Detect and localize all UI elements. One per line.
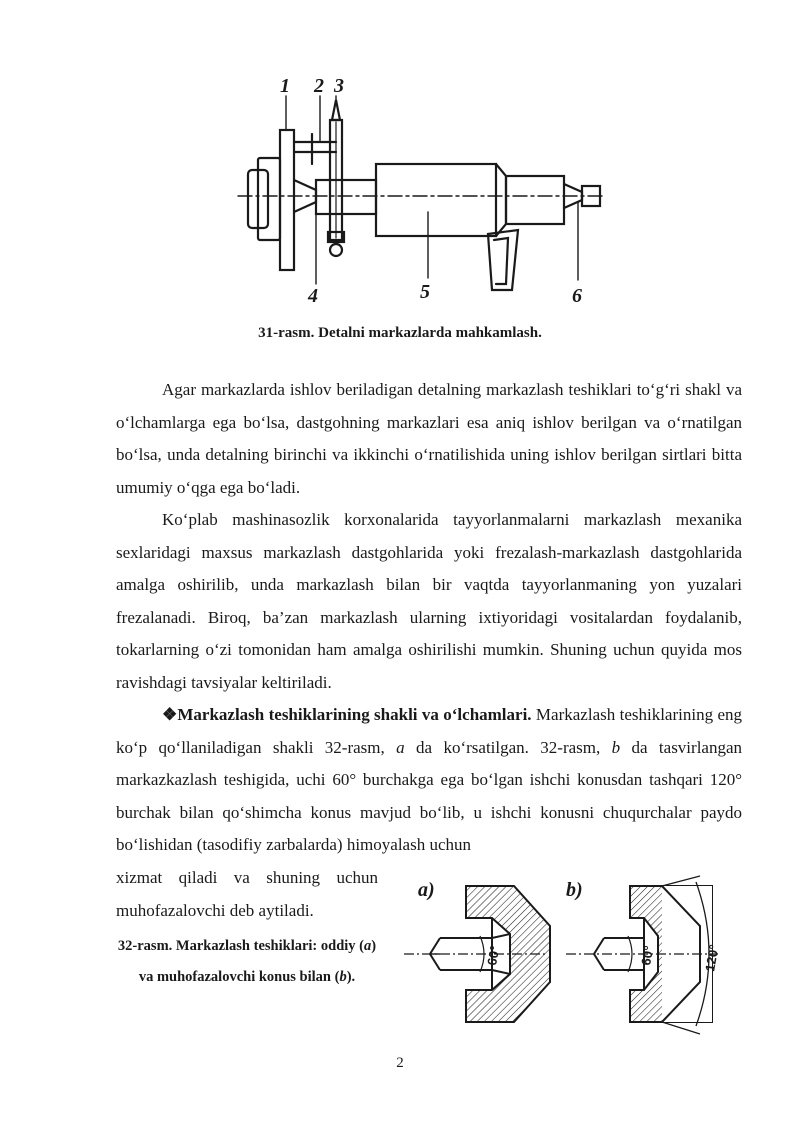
caption-italic-b: b [339, 969, 347, 985]
paragraph-3-text-b: da ko‘rsatilgan. 32-rasm, [404, 737, 612, 757]
paragraph-3 [116, 699, 742, 862]
figure-31-label-2: 2 [314, 75, 324, 97]
caption-part-2: ) va muhofazalovchi konus bilan ( [138, 938, 377, 985]
paragraph-3-text-c: da tasvirlangan markazkazlash teshigida, uchi 60° burchakga ega bo‘lgan ishchi konusdan tashqari 120° burchak bilan qo‘shimcha konus mavjud bo‘lib, u ishchi konusni chuqurchalar paydo bo‘lishidan (tasodifiy zarbalarda) himoyalash uchun [116, 737, 743, 854]
figure-31-label-6: 6 [572, 285, 582, 307]
italic-b: b [611, 737, 621, 757]
figure-32-angle-60-a: 60° [484, 944, 503, 967]
figure-31-label-4: 4 [308, 285, 318, 307]
caption-part-3: ). [346, 969, 356, 985]
paragraph-1: Agar markazlarda ishlov beriladigan detalning markazlash teshiklari to‘g‘ri shakl va o‘lchamlarga ega bo‘lsa, dastgohning markazlari esa aniq ishlov berilgan va o‘rnatilgan bo‘lsa, unda detalning birinchi va ikkinchi o‘rnatilishida uning ishlov berilgan sirtlari bitta umumiy o‘qga ega bo‘ladi. [116, 380, 742, 497]
italic-a: a [396, 737, 405, 757]
paragraph-3-text-a: Markazlash teshiklarining eng ko‘p qo‘llaniladigan shakli 32-rasm, [116, 705, 742, 757]
body-text [116, 374, 742, 862]
section-heading: Markazlash teshiklarining shakli va o‘lchamlari. [177, 705, 532, 724]
figure-31-caption: 31-rasm. Detalni markazlarda mahkamlash. [258, 325, 542, 341]
figure-32-label-b: b) [566, 879, 583, 901]
caption-italic-a: a [364, 938, 372, 954]
figure-32-angle-120: 120° [702, 943, 722, 973]
figure-32-angle-60-b: 60° [638, 944, 657, 967]
diamond-bullet-icon: ❖ [162, 705, 178, 724]
figure-32-center-holes-diagram [400, 872, 748, 1042]
figure-32-caption [116, 931, 378, 993]
figure-31-label-1: 1 [280, 75, 290, 97]
figure-31-label-5: 5 [420, 281, 430, 303]
figure-31-lathe-centers-diagram [236, 72, 608, 310]
caption-part-1: 32-rasm. Markazlash teshiklari: oddiy ( [117, 938, 364, 954]
paragraph-2: Ko‘plab mashinasozlik korxonalarida tayyorlanmalarni markazlash mexanika sexlaridagi maxsus markazlash dastgohlarida yoki frezalash-markazlash dastgohlarida amalga oshirilib, unda markazlash bilan bir vaqtda tayyorlanmaning yon yuzalari frezalanadi. Biroq, ba’zan markazlash ularning ixtiyoridagi vositalardan foydalanib, tokarlarning o‘zi tomonidan ham amalga oshirilishi mumkin. Shuning uchun quyida mos ravishdagi tavsiyalar keltiriladi. [116, 510, 742, 692]
page-number: 2 [396, 1055, 404, 1071]
figure-32-label-a: a) [418, 879, 435, 901]
paragraph-3-tail: xizmat qiladi va shuning uchun muhofazalovchi deb aytiladi. [116, 868, 378, 920]
figure-31-label-3: 3 [334, 75, 344, 97]
